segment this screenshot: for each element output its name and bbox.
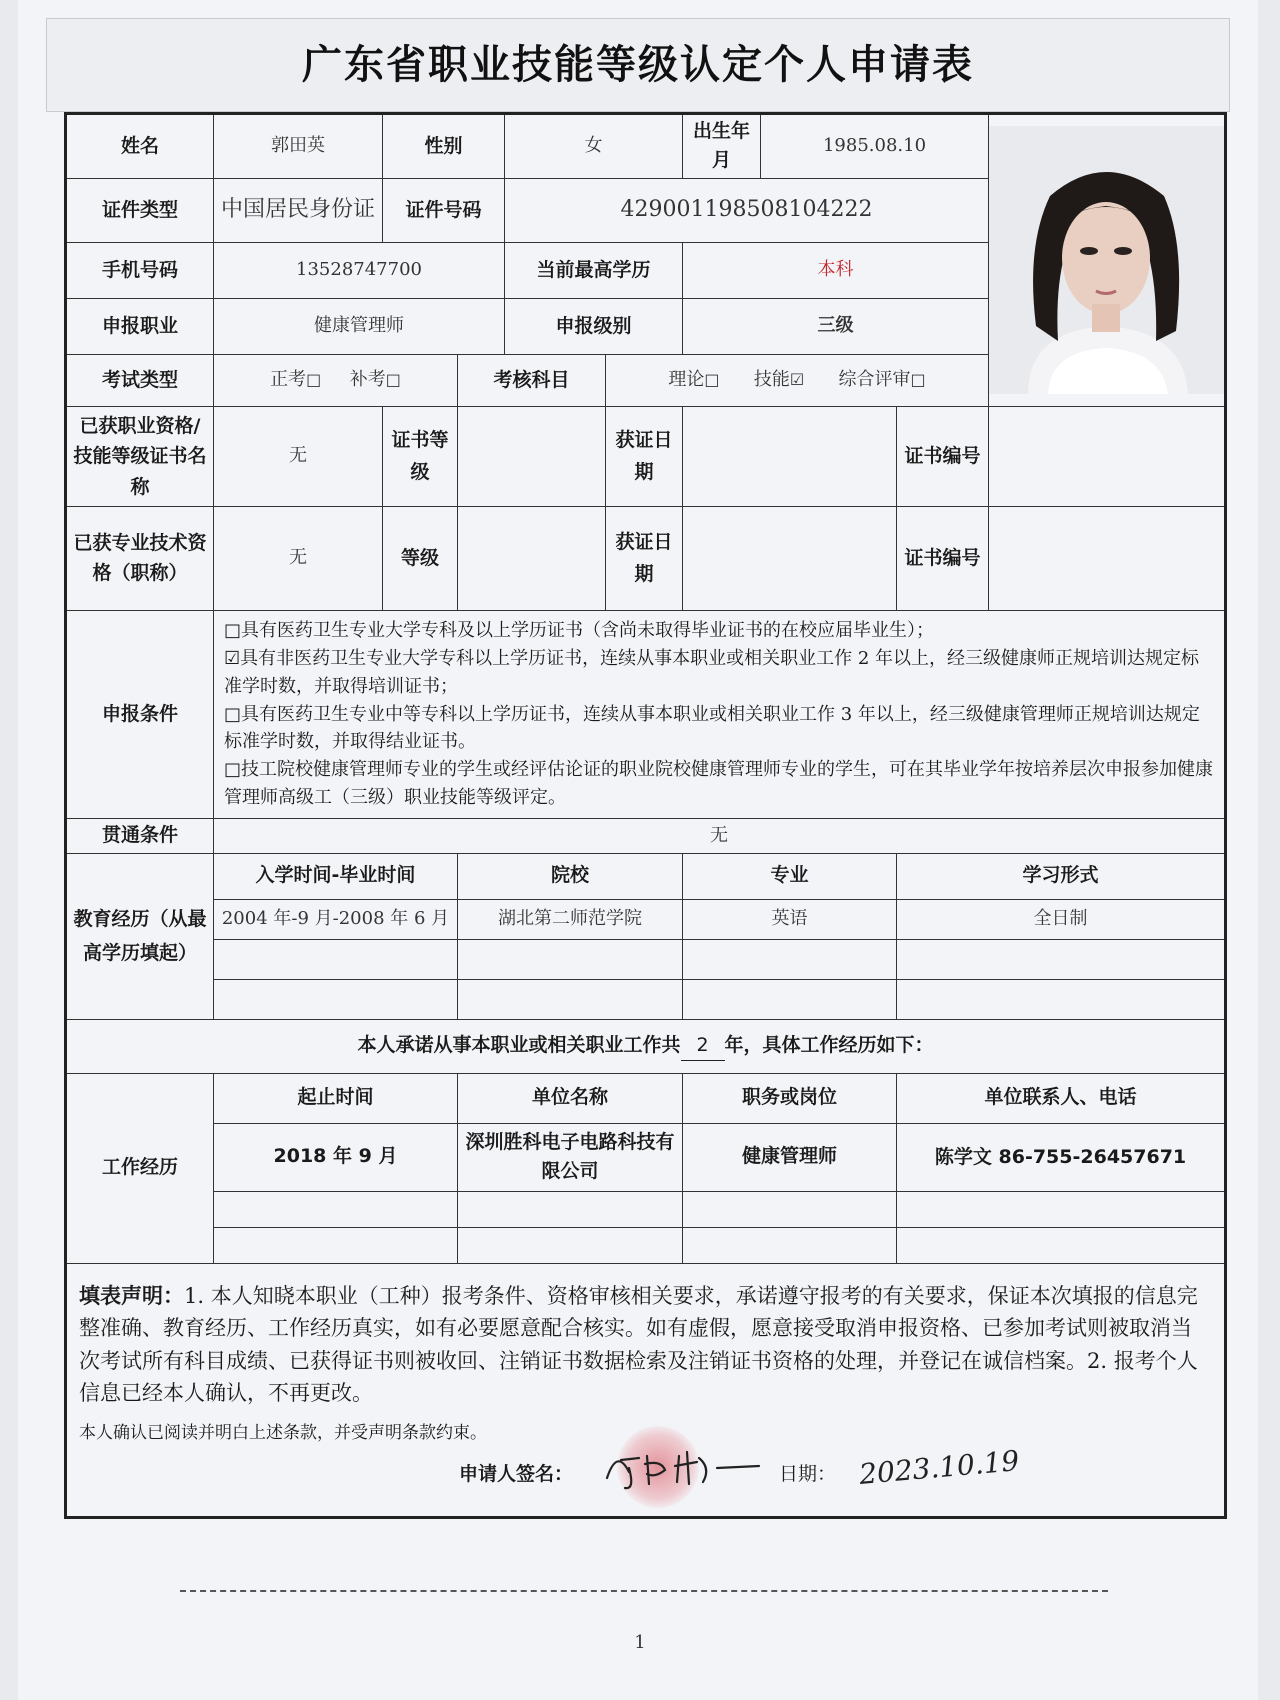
portrait-image	[989, 126, 1224, 394]
commitment-years[interactable]: 2	[681, 1031, 725, 1061]
condition-item[interactable]: □具有医药卫生专业中等专科以上学历证书，连续从事本职业或相关职业工作 3 年以上，经三级健康管理师正规培训达规定标准学时数，并取得结业证书。	[224, 703, 1200, 753]
education-label: 教育经历（从最高学历填起）	[66, 853, 214, 1019]
qualification-grade-value[interactable]	[458, 406, 606, 506]
work-empty-cell[interactable]	[214, 1191, 458, 1227]
skill-checkbox[interactable]: ☑	[789, 370, 805, 390]
qualification-grade-label: 证书等级	[383, 406, 458, 506]
phone-label: 手机号码	[66, 242, 214, 298]
education-school[interactable]: 湖北第二师范学院	[458, 899, 683, 939]
qualification-no-label: 证书编号	[897, 406, 989, 506]
declaration-block	[66, 1263, 1226, 1518]
education-header-school: 院校	[458, 853, 683, 899]
declaration-confirm: 本人确认已阅读并明白上述条款，并受声明条款约束。	[79, 1422, 487, 1443]
name-value[interactable]: 郭田英	[214, 114, 383, 179]
work-empty-cell[interactable]	[458, 1191, 683, 1227]
subject-options	[606, 354, 989, 406]
condition-item[interactable]: ☑具有非医药卫生专业大学专科以上学历证书，连续从事本职业或相关职业工作 2 年以上，经三级健康师正规培训达规定标准学时数，并取得培训证书；	[224, 647, 1200, 697]
qualification-date-label: 获证日期	[606, 406, 683, 506]
id-type-value[interactable]: 中国居民身份证	[214, 178, 383, 242]
birth-value[interactable]: 1985.08.10	[761, 114, 989, 179]
education-header-period: 入学时间-毕业时间	[214, 853, 458, 899]
exam-type-label: 考试类型	[66, 354, 214, 406]
work-empty-cell[interactable]	[683, 1227, 897, 1263]
applicant-photo	[989, 126, 1224, 394]
id-no-value[interactable]: 429001198508104222	[505, 178, 989, 242]
title-qualification-value[interactable]: 无	[214, 506, 383, 610]
education-empty-cell[interactable]	[897, 939, 1226, 979]
condition-item[interactable]: □具有医药卫生专业大学专科及以上学历证书（含尚未取得毕业证书的在校应届毕业生）；	[224, 619, 935, 641]
subject-label: 考核科目	[458, 354, 606, 406]
signature-date[interactable]: 2023.10.19	[857, 1444, 1021, 1492]
signature-line	[79, 1446, 1212, 1502]
work-header-position: 职务或岗位	[683, 1073, 897, 1123]
education-major[interactable]: 英语	[683, 899, 897, 939]
name-label: 姓名	[66, 114, 214, 179]
title-grade-label: 等级	[383, 506, 458, 610]
date-label: 日期：	[779, 1463, 837, 1486]
work-empty-cell[interactable]	[214, 1227, 458, 1263]
id-no-label: 证件号码	[383, 178, 505, 242]
job-label: 申报职业	[66, 298, 214, 354]
title-date-value[interactable]	[683, 506, 897, 610]
education-empty-cell[interactable]	[458, 979, 683, 1019]
photo-cell	[989, 114, 1226, 407]
education-empty-cell[interactable]	[683, 939, 897, 979]
education-empty-cell[interactable]	[683, 979, 897, 1019]
edu-label: 当前最高学历	[505, 242, 683, 298]
review-checkbox[interactable]: □	[910, 370, 926, 390]
skill-label: 技能	[753, 369, 790, 391]
through-label: 贯通条件	[66, 819, 214, 853]
work-header-company: 单位名称	[458, 1073, 683, 1123]
commitment-text-after: 年，具体工作经历如下：	[724, 1033, 934, 1056]
conditions-label: 申报条件	[66, 610, 214, 818]
through-value[interactable]: 无	[214, 819, 1226, 853]
education-empty-cell[interactable]	[214, 939, 458, 979]
qualification-label: 已获职业资格/技能等级证书名称	[66, 406, 214, 506]
work-header-contact: 单位联系人、电话	[897, 1073, 1226, 1123]
education-mode[interactable]: 全日制	[897, 899, 1226, 939]
exam-normal-label: 正考	[270, 369, 307, 391]
work-period[interactable]: 2018 年 9 月	[214, 1123, 458, 1191]
job-value[interactable]: 健康管理师	[214, 298, 505, 354]
exam-retake-label: 补考	[349, 369, 386, 391]
gender-value[interactable]: 女	[505, 114, 683, 179]
title-no-value[interactable]	[989, 506, 1226, 610]
condition-item[interactable]: □技工院校健康管理师专业的学生或经评估论证的职业院校健康管理师专业的学生，可在其毕业学年按培养层次申报参加健康管理师高级工（三级）职业技能等级评定。	[224, 759, 1214, 809]
work-empty-cell[interactable]	[897, 1191, 1226, 1227]
qualification-date-value[interactable]	[683, 406, 897, 506]
cut-line	[180, 1590, 1108, 1592]
theory-checkbox[interactable]: □	[704, 370, 720, 390]
title-no-label: 证书编号	[897, 506, 989, 610]
work-empty-cell[interactable]	[458, 1227, 683, 1263]
review-label: 综合评审	[838, 369, 911, 391]
education-empty-cell[interactable]	[458, 939, 683, 979]
title-band	[46, 18, 1230, 112]
phone-value[interactable]: 13528747700	[214, 242, 505, 298]
work-company[interactable]: 深圳胜科电子电路科技有限公司	[458, 1123, 683, 1191]
qualification-no-value[interactable]	[989, 406, 1226, 506]
declaration-heading: 填表声明：	[79, 1283, 184, 1308]
id-type-label: 证件类型	[66, 178, 214, 242]
title-date-label: 获证日期	[606, 506, 683, 610]
education-empty-cell[interactable]	[897, 979, 1226, 1019]
theory-label: 理论	[668, 369, 705, 391]
exam-type-options	[214, 354, 458, 406]
work-empty-cell[interactable]	[683, 1191, 897, 1227]
handwritten-signature[interactable]	[599, 1438, 769, 1498]
commitment-text-before: 本人承诺从事本职业或相关职业工作共	[357, 1033, 681, 1056]
signature-label: 申请人签名：	[459, 1463, 574, 1486]
birth-label: 出生年月	[683, 114, 761, 179]
exam-retake-checkbox[interactable]: □	[385, 370, 401, 390]
education-header-major: 专业	[683, 853, 897, 899]
education-period[interactable]: 2004 年-9 月-2008 年 6 月	[214, 899, 458, 939]
title-grade-value[interactable]	[458, 506, 606, 610]
work-label: 工作经历	[66, 1073, 214, 1263]
work-commitment	[66, 1019, 1226, 1073]
application-form	[64, 112, 1227, 1519]
title-qualification-label: 已获专业技术资格（职称）	[66, 506, 214, 610]
edu-value[interactable]: 本科	[683, 242, 989, 298]
gender-label: 性别	[383, 114, 505, 179]
work-position[interactable]: 健康管理师	[683, 1123, 897, 1191]
work-empty-cell[interactable]	[897, 1227, 1226, 1263]
qualification-value[interactable]: 无	[214, 406, 383, 506]
page-number: 1	[634, 1632, 646, 1653]
level-label: 申报级别	[505, 298, 683, 354]
exam-normal-checkbox[interactable]: □	[306, 370, 322, 390]
education-header-mode: 学习形式	[897, 853, 1226, 899]
education-empty-cell[interactable]	[214, 979, 458, 1019]
conditions-list	[214, 610, 1226, 818]
declaration-text: 1. 本人知晓本职业（工种）报考条件、资格审核相关要求，承诺遵守报考的有关要求，保证本次填报的信息完整准确、教育经历、工作经历真实，如有必要愿意配合核实。如有虚假，愿意接受取消申报资格、已参加考试则被取消当次考试所有科目成绩、已获得证书则被收回、注销证书数据检索及注销证书资格的处理，并登记在诚信档案。2. 报考个人信息已经本人确认，不再更改。	[79, 1283, 1198, 1406]
level-value[interactable]: 三级	[683, 298, 989, 354]
work-header-period: 起止时间	[214, 1073, 458, 1123]
form-title: 广东省职业技能等级认定个人申请表	[302, 42, 974, 88]
work-contact[interactable]: 陈学文 86-755-26457671	[897, 1123, 1226, 1191]
